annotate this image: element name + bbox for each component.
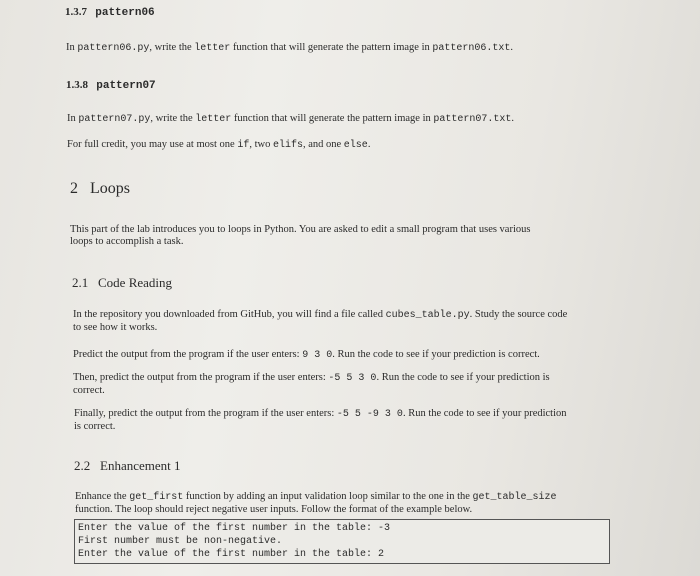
code-line: Enter the value of the first number in the table: -3 <box>78 523 391 534</box>
paragraph-enhancement: Enhance the get_first function by adding an input validation loop similar to the one in the get_table_size function. The loop should reject negative user inputs. Follow the format of the example below. <box>75 491 557 515</box>
subsection-title: Enhancement 1 <box>100 458 181 473</box>
subsection-heading-2-2 <box>74 458 181 474</box>
subsection-number: 1.3.7 <box>65 6 87 18</box>
paragraph-code-reading: In the repository you downloaded from GitHub, you will find a file called cubes_table.py. Study the source code to see how it works. <box>73 309 568 333</box>
code-filename: pattern07.txt <box>433 114 512 125</box>
subsection-number: 2.1 <box>72 275 89 290</box>
section-heading-loops <box>70 180 130 198</box>
paragraph-predict-1: Predict the output from the program if the user enters: 9 3 0. Run the code to see if your prediction is correct. <box>73 349 540 361</box>
paragraph-pattern06: In pattern06.py, write the letter function that will generate the pattern image in pattern06.txt. <box>66 42 514 54</box>
code-line: First number must be non-negative. <box>78 536 283 547</box>
code-line: Enter the value of the first number in the table: 2 <box>78 549 385 560</box>
code-filename: pattern07.py <box>78 114 151 125</box>
paragraph-intro: This part of the lab introduces you to loops in Python. You are asked to edit a small program that uses various loops to accomplish a task. <box>70 224 531 247</box>
code-function: get_first <box>129 492 184 503</box>
subsection-title: Code Reading <box>98 275 173 290</box>
code-filename: pattern06.py <box>77 43 150 54</box>
section-number: 2 <box>70 180 78 197</box>
subsection-heading-1-3-8 <box>66 79 156 92</box>
user-input-example: 9 3 0 <box>302 350 333 361</box>
code-function: letter <box>194 43 231 54</box>
section-title: Loops <box>90 180 130 197</box>
paragraph-predict-3: Finally, predict the output from the program if the user enters: -5 5 -9 3 0. Run the code to see if your prediction is correct. <box>74 408 567 432</box>
subsection-title: pattern06 <box>95 7 155 19</box>
code-function: letter <box>195 114 232 125</box>
paragraph-pattern07: In pattern07.py, write the letter function that will generate the pattern image in pattern07.txt. <box>67 113 515 125</box>
code-function: get_table_size <box>472 492 557 503</box>
code-filename: pattern06.txt <box>432 43 511 54</box>
code-example-box <box>74 519 610 564</box>
paragraph-credit-rule: For full credit, you may use at most one if, two elifs, and one else. <box>67 139 371 151</box>
subsection-title: pattern07 <box>96 80 156 92</box>
paragraph-predict-2: Then, predict the output from the program if the user enters: -5 5 3 0. Run the code to see if your prediction is correct. <box>73 372 550 396</box>
subsection-number: 2.2 <box>74 458 91 473</box>
subsection-number: 1.3.8 <box>66 79 88 91</box>
user-input-example: -5 5 -9 3 0 <box>336 409 403 420</box>
code-filename: cubes_table.py <box>385 310 470 321</box>
subsection-heading-2-1 <box>72 275 172 291</box>
user-input-example: -5 5 3 0 <box>328 373 377 384</box>
subsection-heading-1-3-7 <box>65 6 155 19</box>
